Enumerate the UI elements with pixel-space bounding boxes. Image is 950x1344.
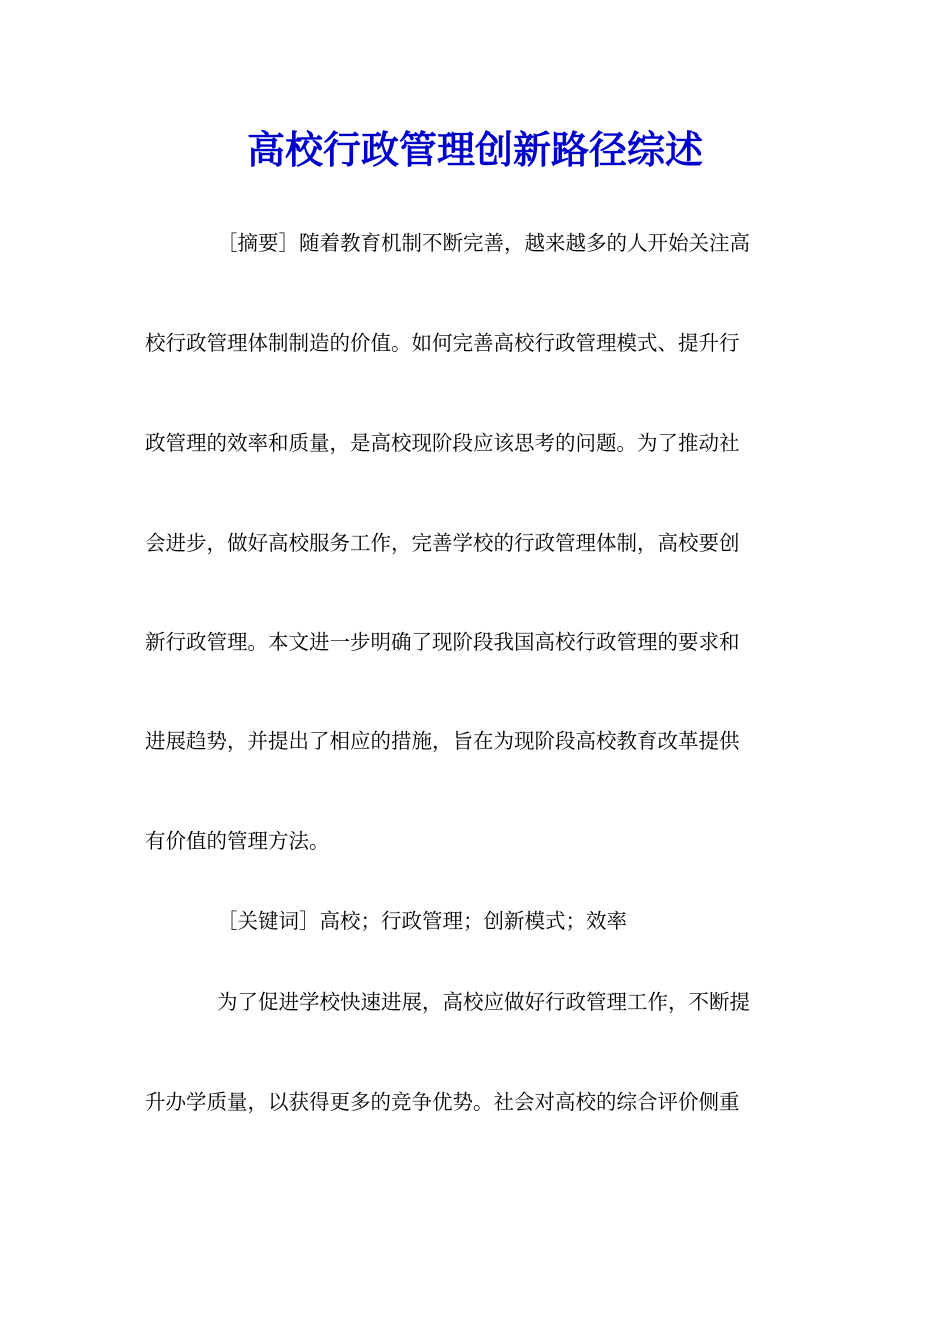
abstract-line: 会进步，做好高校服务工作，完善学校的行政管理体制，高校要创: [145, 531, 740, 555]
abstract-line: ［摘要］随着教育机制不断完善，越来越多的人开始关注高: [217, 231, 750, 255]
abstract-line: 政管理的效率和质量，是高校现阶段应该思考的问题。为了推动社: [145, 431, 740, 455]
body-paragraph-line: 升办学质量，以获得更多的竞争优势。社会对高校的综合评价侧重: [145, 1090, 740, 1114]
abstract-line: 进展趋势，并提出了相应的措施，旨在为现阶段高校教育改革提供: [145, 729, 740, 753]
abstract-line: 校行政管理体制制造的价值。如何完善高校行政管理模式、提升行: [145, 331, 740, 355]
body-paragraph-line: 为了促进学校快速进展，高校应做好行政管理工作，不断提: [217, 990, 750, 1014]
abstract-line: 有价值的管理方法。: [145, 829, 330, 853]
keywords-line: ［关键词］高校；行政管理；创新模式；效率: [217, 909, 627, 933]
abstract-line: 新行政管理。本文进一步明确了现阶段我国高校行政管理的要求和: [145, 630, 740, 654]
document-title: 高校行政管理创新路径综述: [246, 127, 703, 172]
